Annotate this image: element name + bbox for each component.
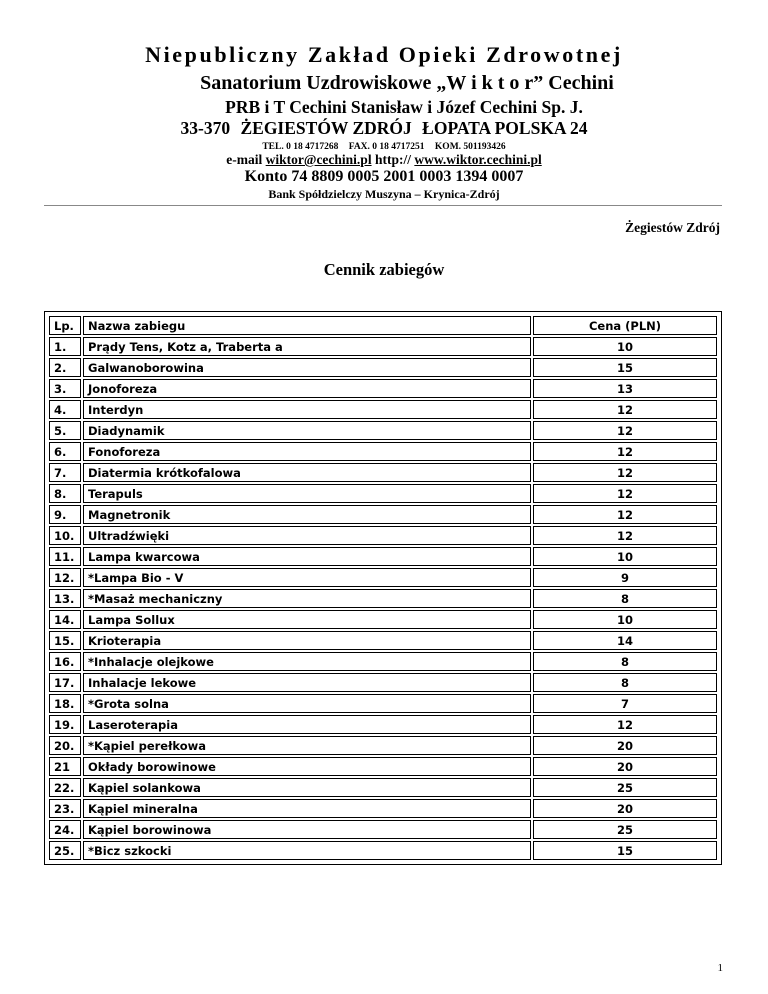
row-lp: 24. <box>49 820 81 839</box>
row-name: Lampa kwarcowa <box>83 547 531 566</box>
row-price: 12 <box>533 505 717 524</box>
row-name: *Lampa Bio - V <box>83 568 531 587</box>
row-lp: 17. <box>49 673 81 692</box>
row-price: 25 <box>533 820 717 839</box>
address-street: ŁOPATA POLSKA 24 <box>422 118 588 138</box>
address-city: ŻEGIESTÓW ZDRÓJ <box>240 118 412 138</box>
address-postcode: 33-370 <box>180 118 231 138</box>
row-price: 10 <box>533 610 717 629</box>
row-price: 12 <box>533 526 717 545</box>
row-lp: 12. <box>49 568 81 587</box>
row-price: 20 <box>533 757 717 776</box>
row-name: Kąpiel borowinowa <box>83 820 531 839</box>
row-price: 20 <box>533 736 717 755</box>
table-row <box>49 442 717 461</box>
row-price: 25 <box>533 778 717 797</box>
http-label: http:// <box>374 152 411 167</box>
row-lp: 5. <box>49 421 81 440</box>
page-number: 1 <box>717 962 723 974</box>
row-price: 12 <box>533 421 717 440</box>
row-lp: 2. <box>49 358 81 377</box>
table-row <box>49 505 717 524</box>
row-price: 14 <box>533 631 717 650</box>
row-name: *Masaż mechaniczny <box>83 589 531 608</box>
row-name: Galwanoborowina <box>83 358 531 377</box>
table-row <box>49 715 717 734</box>
row-price: 9 <box>533 568 717 587</box>
row-lp: 19. <box>49 715 81 734</box>
row-lp: 22. <box>49 778 81 797</box>
header-name: Nazwa zabiegu <box>83 316 531 335</box>
row-lp: 14. <box>49 610 81 629</box>
row-price: 12 <box>533 484 717 503</box>
table-row <box>49 421 717 440</box>
row-lp: 11. <box>49 547 81 566</box>
row-name: Magnetronik <box>83 505 531 524</box>
table-row <box>49 736 717 755</box>
row-price: 15 <box>533 841 717 860</box>
bank-account: Konto 74 8809 0005 2001 0003 1394 0007 <box>244 168 524 185</box>
mobile-number: KOM. 501193426 <box>434 142 506 152</box>
price-table-frame <box>44 311 722 865</box>
row-lp: 15. <box>49 631 81 650</box>
email-link[interactable]: wiktor@cechini.pl <box>265 152 372 167</box>
row-name: Kąpiel mineralna <box>83 799 531 818</box>
table-row <box>49 400 717 419</box>
row-lp: 9. <box>49 505 81 524</box>
row-lp: 1. <box>49 337 81 356</box>
table-row <box>49 841 717 860</box>
table-row <box>49 484 717 503</box>
row-price: 8 <box>533 589 717 608</box>
row-lp: 6. <box>49 442 81 461</box>
row-lp: 18. <box>49 694 81 713</box>
row-name: Krioterapia <box>83 631 531 650</box>
row-price: 10 <box>533 547 717 566</box>
row-price: 20 <box>533 799 717 818</box>
row-lp: 8. <box>49 484 81 503</box>
row-price: 10 <box>533 337 717 356</box>
row-price: 8 <box>533 673 717 692</box>
table-row <box>49 547 717 566</box>
row-lp: 13. <box>49 589 81 608</box>
place-name: Żegiestów Zdrój <box>625 220 720 235</box>
row-price: 8 <box>533 652 717 671</box>
sanatorium-name: Sanatorium Uzdrowiskowe „W i k t o r” Cechini <box>200 72 614 94</box>
price-table <box>47 314 719 862</box>
row-name: Fonoforeza <box>83 442 531 461</box>
table-row <box>49 757 717 776</box>
row-price: 12 <box>533 442 717 461</box>
table-row <box>49 337 717 356</box>
header-lp: Lp. <box>49 316 81 335</box>
header-price: Cena (PLN) <box>533 316 717 335</box>
header-divider <box>44 205 722 206</box>
price-list-title: Cennik zabiegów <box>323 260 445 279</box>
row-lp: 10. <box>49 526 81 545</box>
row-name: *Kąpiel perełkowa <box>83 736 531 755</box>
table-header-row <box>49 316 717 335</box>
table-row <box>49 673 717 692</box>
website-link[interactable]: www.wiktor.cechini.pl <box>414 152 542 167</box>
row-name: Diatermia krótkofalowa <box>83 463 531 482</box>
table-row <box>49 610 717 629</box>
email-label: e-mail <box>226 152 263 167</box>
bank-name: Bank Spółdzielczy Muszyna – Krynica-Zdrój <box>268 187 500 201</box>
org-title: Niepubliczny Zakład Opieki Zdrowotnej <box>145 42 623 67</box>
table-row <box>49 778 717 797</box>
table-row <box>49 799 717 818</box>
row-price: 12 <box>533 463 717 482</box>
row-name: *Grota solna <box>83 694 531 713</box>
row-lp: 4. <box>49 400 81 419</box>
row-name: Terapuls <box>83 484 531 503</box>
row-lp: 23. <box>49 799 81 818</box>
table-row <box>49 652 717 671</box>
table-row <box>49 694 717 713</box>
table-row <box>49 631 717 650</box>
table-row <box>49 463 717 482</box>
company-name: PRB i T Cechini Stanisław i Józef Cechini Sp. J. <box>225 97 583 117</box>
row-name: *Inhalacje olejkowe <box>83 652 531 671</box>
row-lp: 7. <box>49 463 81 482</box>
email-website-line <box>0 152 768 168</box>
row-name: Inhalacje lekowe <box>83 673 531 692</box>
row-name: Ultradźwięki <box>83 526 531 545</box>
row-name: *Bicz szkocki <box>83 841 531 860</box>
row-name: Kąpiel solankowa <box>83 778 531 797</box>
table-row <box>49 379 717 398</box>
table-row <box>49 568 717 587</box>
row-name: Prądy Tens, Kotz a, Traberta a <box>83 337 531 356</box>
contact-numbers <box>0 142 768 152</box>
row-lp: 3. <box>49 379 81 398</box>
table-row <box>49 820 717 839</box>
row-name: Diadynamik <box>83 421 531 440</box>
row-price: 7 <box>533 694 717 713</box>
row-price: 15 <box>533 358 717 377</box>
row-lp: 16. <box>49 652 81 671</box>
table-row <box>49 358 717 377</box>
row-name: Laseroterapia <box>83 715 531 734</box>
table-row <box>49 589 717 608</box>
address-line <box>0 118 768 139</box>
row-lp: 21 <box>49 757 81 776</box>
fax-number: FAX. 0 18 4717251 <box>348 142 425 152</box>
table-row <box>49 526 717 545</box>
row-price: 13 <box>533 379 717 398</box>
row-price: 12 <box>533 715 717 734</box>
row-name: Interdyn <box>83 400 531 419</box>
tel-number: TEL. 0 18 4717268 <box>262 142 339 152</box>
row-name: Jonoforeza <box>83 379 531 398</box>
row-lp: 25. <box>49 841 81 860</box>
row-lp: 20. <box>49 736 81 755</box>
row-price: 12 <box>533 400 717 419</box>
row-name: Okłady borowinowe <box>83 757 531 776</box>
row-name: Lampa Sollux <box>83 610 531 629</box>
